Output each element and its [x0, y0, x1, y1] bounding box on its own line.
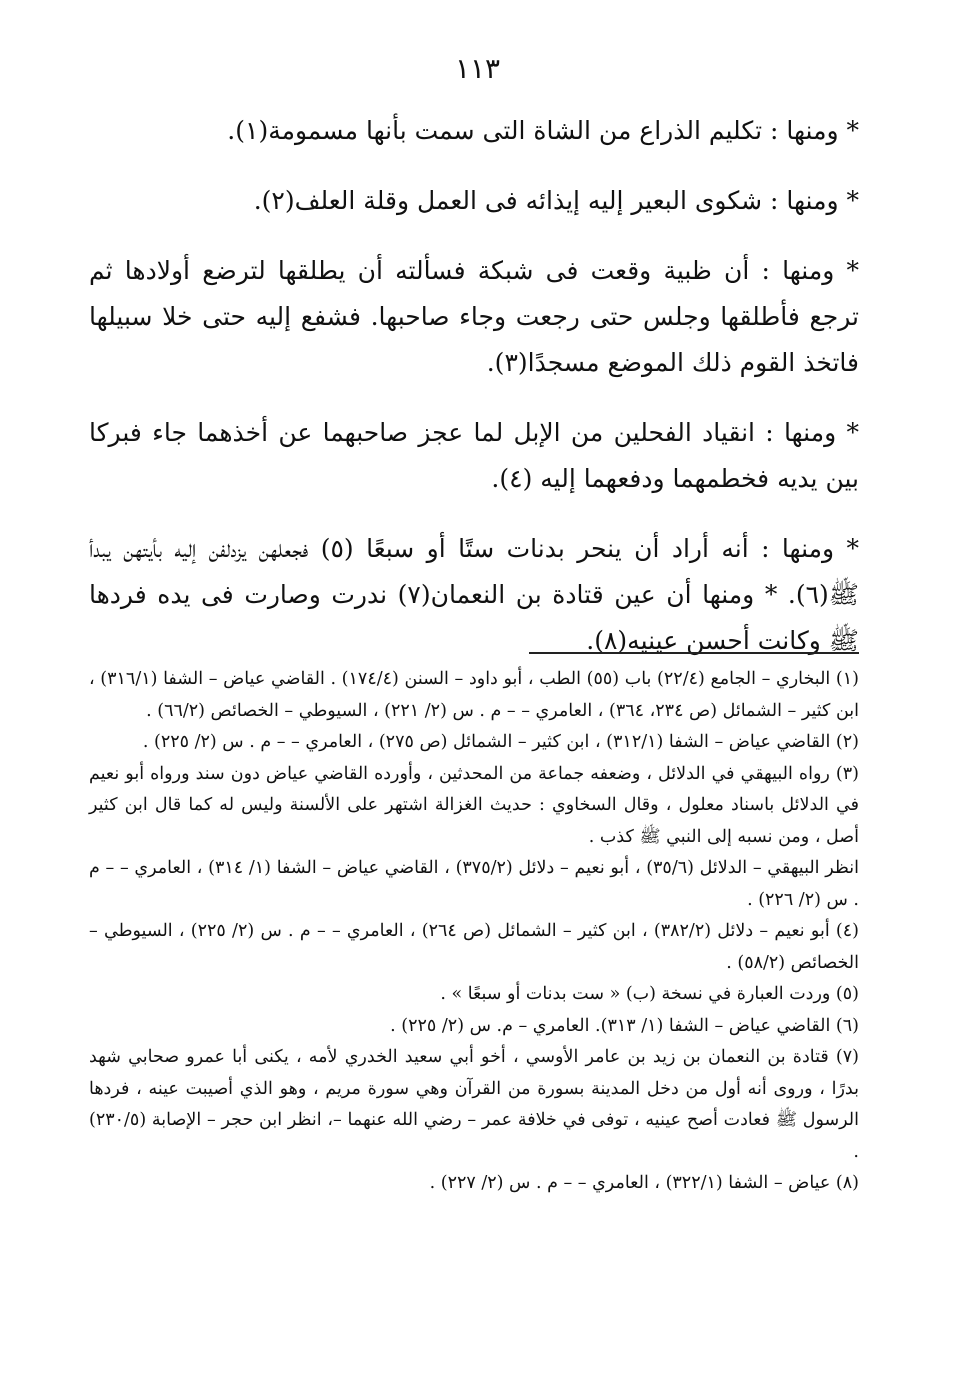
footnote-divider	[529, 652, 859, 654]
footnote-8: (٨) عياض – الشفا (٣٢٢/١) ، العامري – – م . س (٢/ ٢٢٧) .	[429, 1173, 859, 1193]
footnote-5: (٥) وردت العبارة في نسخة (ب) « ست بدنات أو سبعًا » .	[440, 984, 859, 1004]
paragraph-5: * ومنها : أنه أراد أن ينحر بدنات ستًا أو سبعًا (٥) فجعلهن يزدلفن إليه بأيتهن يبدأ ﷺ(٦). * ومنها أن عين قتادة بن النعمان(٧) ندرت وصارت فى يده فردها ﷺ وكانت أحسن عينيه(٨).	[89, 534, 859, 655]
footnote-3: (٣) رواه البيهقي في الدلائل ، وضعفه جماعة من المحدثين ، وأورده القاضي عياض دون سند ورواه أبو نعيم في الدلائل باسناد معلول ، وقال السخاوي : حديث الغزالة اشتهر على الألسنة وليس له كما قال ابن كثير أصل ، ومن نسبه إلى النبي ﷺ كذب .	[89, 763, 859, 847]
footnote-4: (٤) أبو نعيم – دلائل (٣٨٢/٢) ، ابن كثير – الشمائل (ص ٢٦٤) ، العامري – – م . س (٢/ ٢٢٥) ، السيوطي – الخصائص (٥٨/٢) .	[89, 921, 859, 973]
footnote-7: (٧) قتادة بن النعمان بن زيد بن عامر الأوسي ، أخو أبي سعيد الخدري لأمه ، يكنى أبا عمرو صحابي شهد بدرًا ، وروى أنه أول من دخل المدينة بسورة من القرآن وهي سورة مريم ، وهو الذي أصيبت عينه ، فردها الرسول ﷺ فعادت أصح عينيه ، توفى في خلافة عمر – رضي الله عنهما –، انظر ابن حجر – الإصابة (٢٣٠/٥) .	[89, 1047, 859, 1162]
footnote-3-refs: انظر البيهقي – الدلائل (٣٥/٦) ، أبو نعيم – دلائل (٣٧٥/٢) ، القاضي عياض – الشفا (١/ ٣١٤) ، العامري – – م . س (٢/ ٢٢٦) .	[89, 858, 859, 910]
paragraph-2: * ومنها : شكوى البعير إليه إيذائه فى العمل وقلة العلف(٢).	[253, 186, 859, 215]
main-text	[89, 108, 859, 688]
footnote-6: (٦) القاضي عياض – الشفا (١/ ٣١٣). العامري – م. س (٢/ ٢٢٥) .	[390, 1015, 859, 1036]
paragraph-1: * ومنها : تكليم الذراع من الشاة التى سمت بأنها مسمومة(١).	[227, 116, 859, 145]
footnote-2: (٢) القاضي عياض – الشفا (٣١٢/١) ، ابن كثير – الشمائل (ص ٢٧٥) ، العامري – – م . س (٢/ ٢٢٥) .	[142, 732, 859, 752]
footnotes	[89, 664, 859, 1200]
paragraph-3: * ومنها : أن ظبية وقعت فى شبكة فسألته أن يطلقها لترضع أولادها ثم ترجع فأطلقها وجلس حتى رجعت وجاء صاحبها. فشفع إليه حتى خلا سبيلها فاتخذ القوم ذلك الموضع مسجدًا(٣).	[89, 256, 859, 377]
footnote-1: (١) البخاري – الجامع (٢٢/٤) باب (٥٥) الطب ، أبو داود – السنن (١٧٤/٤) . القاضي عياض – الشفا (٣١٦/١) ، ابن كثير – الشمائل (ص ٢٣٤، ٣٦٤) ، العامري – – م . س (٢/ ٢٢١) ، السيوطي – الخصائص (٦٦/٢) .	[89, 669, 859, 721]
paragraph-4: * ومنها : انقياد الفحلين من الإبل لما عجز صاحبهما عن أخذهما جاء فبركا بين يديه فخطمهما ودفعهما إليه (٤).	[89, 418, 859, 493]
page-number: ١١٣	[454, 52, 501, 85]
